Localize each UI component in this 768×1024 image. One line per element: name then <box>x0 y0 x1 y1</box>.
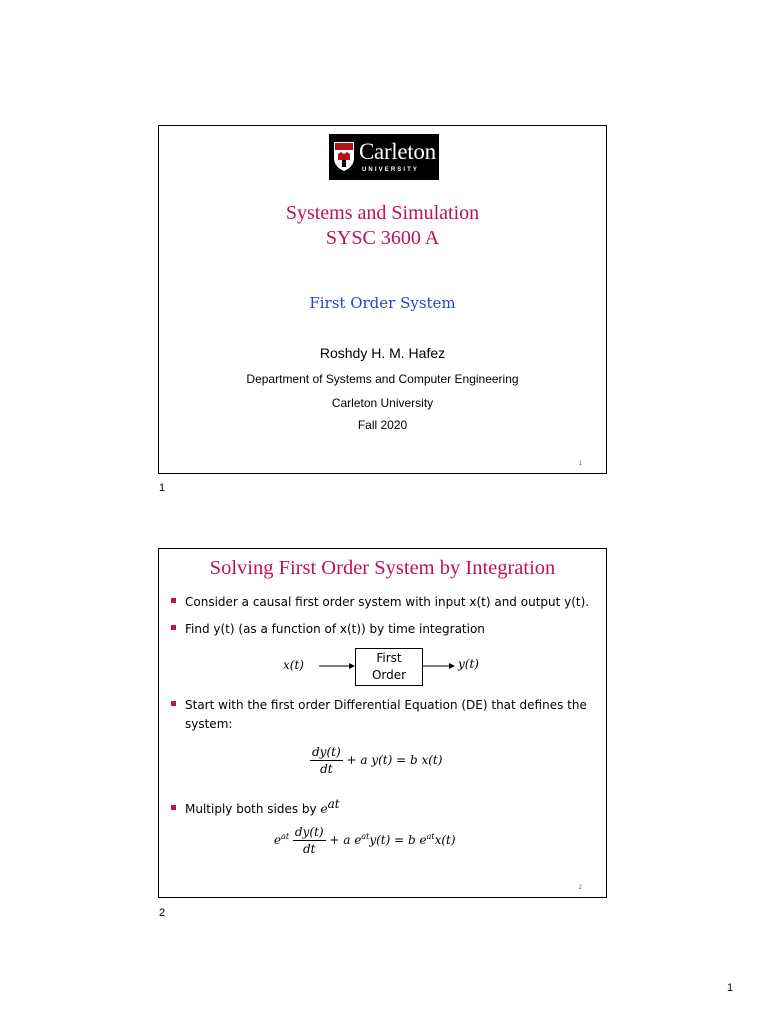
bullet-icon <box>171 805 176 810</box>
bullet-item: Find y(t) (as a function of x(t)) by time integration <box>171 620 601 639</box>
equation-de <box>310 745 442 776</box>
slide-number: 1 <box>578 461 582 467</box>
university-name: Carleton University <box>331 396 434 410</box>
equation-multiplied: $e^{at}$ $\frac{dy(t)}{dt}$ + a $e^{at}y(t) = b$ $e^{at}x(t)$ <box>274 825 456 856</box>
shield-icon <box>333 140 355 172</box>
multiplier-exponent: at <box>327 797 340 811</box>
slide-title: Solving First Order System by Integration <box>209 557 556 579</box>
bullet-item: Start with the first order Differential Equation (DE) that defines the <box>171 696 601 715</box>
slide-2-caption-number: 2 <box>159 907 166 919</box>
department-name: Department of Systems and Computer Engineering <box>246 372 519 386</box>
bullet-icon <box>171 625 176 630</box>
bullet-item: Consider a causal first order system with input x(t) and output y(t). <box>171 593 601 612</box>
output-arrow-icon <box>423 661 455 671</box>
page-number: 1 <box>727 982 734 994</box>
equation-de-rest: + a y(t) = b x(t) <box>346 753 443 767</box>
fraction: $\frac{dy(t)}{dt}$ <box>312 745 341 776</box>
slide-title-line1: Systems and Simulation <box>285 202 480 224</box>
input-arrow-icon <box>319 661 355 671</box>
bullet-item: Multiply both sides by $e^{at}$ <box>171 795 601 819</box>
multiplier-base: e <box>320 802 328 816</box>
block-label-line2: Order <box>371 668 407 682</box>
diagram-input-label: x(t) <box>283 658 304 672</box>
bullet-icon <box>171 701 176 706</box>
slide-1 <box>158 125 607 474</box>
slide-title-line2: SYSC 3600 A <box>325 227 440 249</box>
logo-wordmark: Carleton <box>359 139 436 164</box>
diagram-output-label: y(t) <box>458 657 479 671</box>
author-name: Roshdy H. M. Hafez <box>319 345 446 361</box>
slide-number: 2 <box>578 885 582 891</box>
slide-subtitle: First Order System <box>309 294 456 312</box>
bullet-icon <box>171 598 176 603</box>
block-label-line1: First <box>376 651 402 665</box>
term-label: Fall 2020 <box>357 418 408 432</box>
carleton-logo <box>329 134 439 180</box>
bullet-continuation: system: <box>185 717 233 731</box>
logo-subtext: UNIVERSITY <box>362 167 420 173</box>
first-order-block <box>355 648 423 686</box>
fraction: $\frac{dy(t)}{dt}$ <box>294 825 324 856</box>
slide-2 <box>158 548 607 898</box>
slide-1-caption-number: 1 <box>159 482 166 494</box>
